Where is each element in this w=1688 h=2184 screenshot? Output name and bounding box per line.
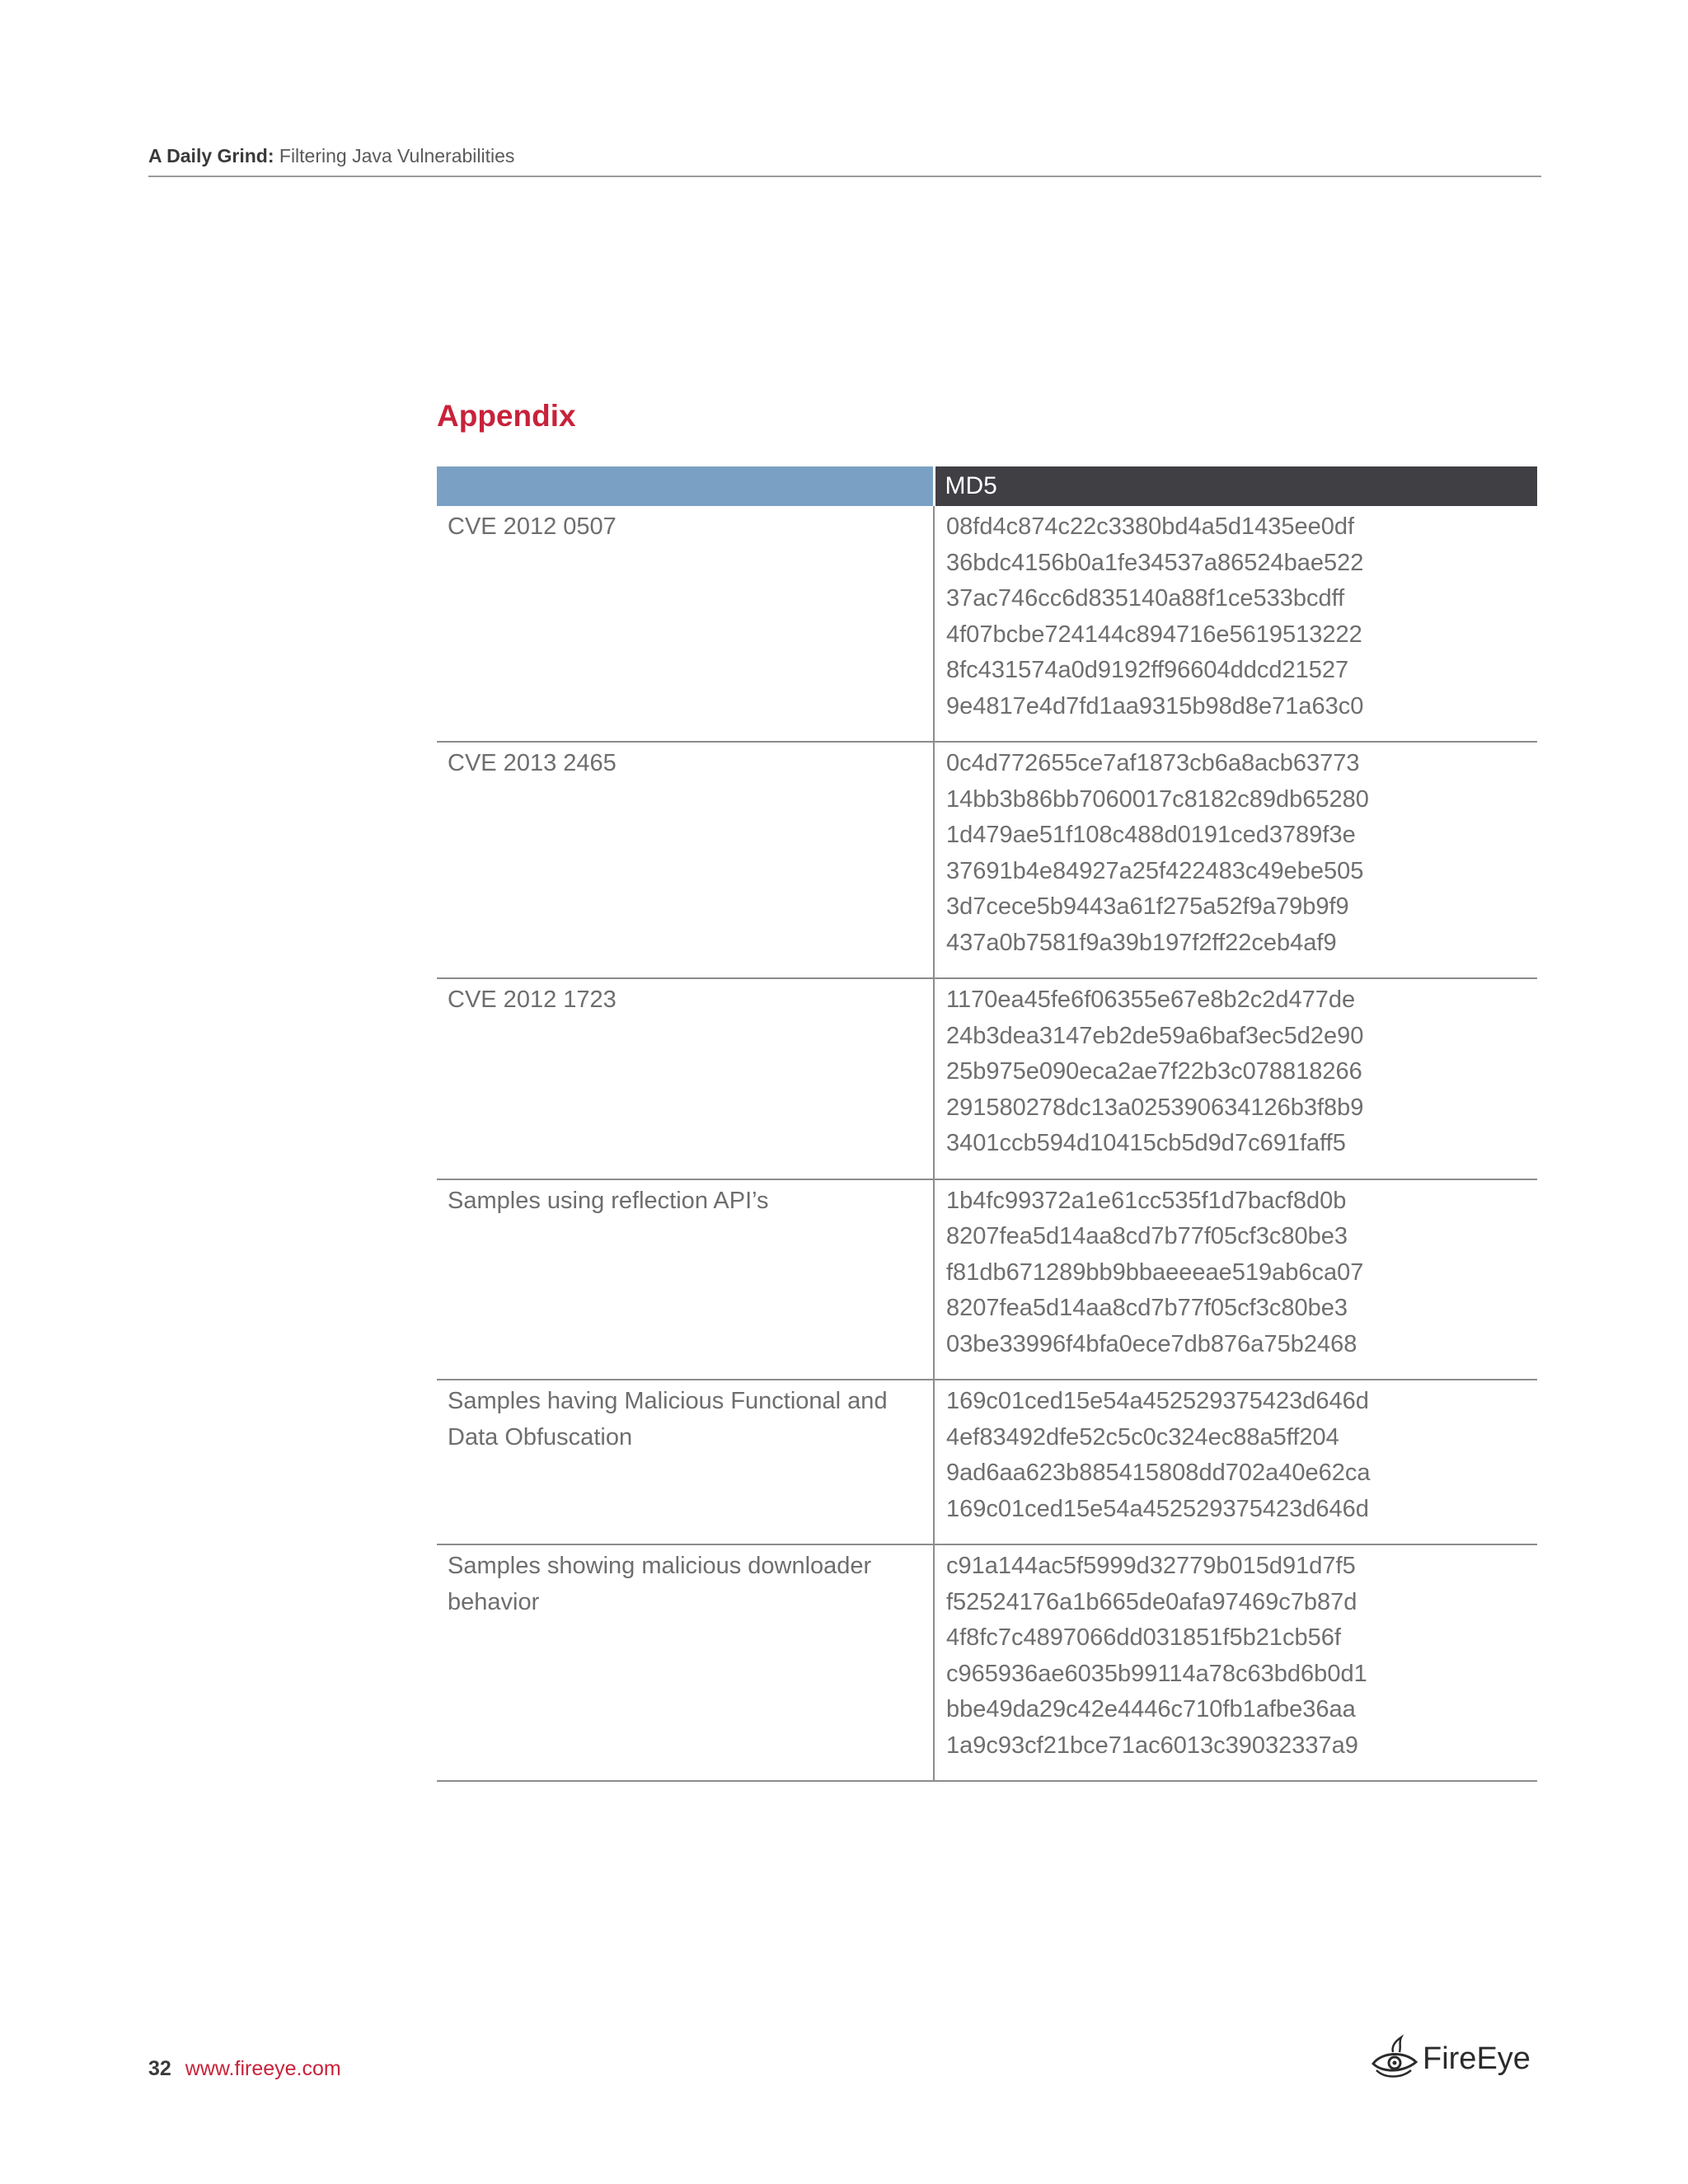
md5-hash: 9e4817e4d7fd1aa9315b98d8e71a63c0 [946, 692, 1364, 719]
row-category-label: CVE 2012 1723 [437, 978, 934, 1179]
table-row [437, 978, 1537, 1179]
fireeye-logo [1368, 2034, 1531, 2083]
md5-hash: 14bb3b86bb7060017c8182c89db65280 [946, 785, 1369, 813]
md5-hash: 169c01ced15e54a452529375423d646d [946, 1495, 1369, 1522]
md5-hash: 1b4fc99372a1e61cc535f1d7bacf8d0b [946, 1187, 1347, 1214]
md5-hash: 37ac746cc6d835140a88f1ce533bcdff [946, 585, 1345, 612]
md5-table [437, 466, 1537, 1782]
table-row [437, 1380, 1537, 1544]
md5-hash: 8207fea5d14aa8cd7b77f05cf3c80be3 [946, 1223, 1348, 1249]
table-header-md5: MD5 [934, 466, 1537, 506]
md5-hash: 169c01ced15e54a452529375423d646d [946, 1388, 1369, 1414]
row-category-label: Samples using reflection API’s [437, 1179, 934, 1380]
page-number: 32 [148, 2057, 171, 2080]
appendix-heading: Appendix [437, 399, 576, 433]
row-md5-list [934, 978, 1537, 1179]
md5-hash: c965936ae6035b99114a78c63bd6b0d1 [946, 1660, 1367, 1687]
row-md5-list [934, 506, 1537, 742]
row-md5-list [934, 1179, 1537, 1380]
md5-hash: 4f8fc7c4897066dd031851f5b21cb56f [946, 1624, 1341, 1651]
table-header-category [437, 466, 934, 506]
row-md5-list [934, 1544, 1537, 1781]
fireeye-eye-logo-icon [1368, 2034, 1419, 2083]
footer-url-link[interactable]: www.fireeye.com [185, 2057, 341, 2080]
row-category-label: Samples having Malicious Functional and Data Obfuscation [437, 1380, 934, 1544]
running-header [148, 145, 1541, 177]
md5-hash: 3401ccb594d10415cb5d9d7c691faff5 [946, 1130, 1346, 1156]
running-header-title: Filtering Java Vulnerabilities [279, 145, 515, 166]
row-category-label: CVE 2012 0507 [437, 506, 934, 742]
row-category-label: Samples showing malicious downloader behavior [437, 1544, 934, 1781]
row-md5-list [934, 742, 1537, 978]
md5-hash: 0c4d772655ce7af1873cb6a8acb63773 [946, 750, 1360, 776]
table-row [437, 506, 1537, 742]
md5-hash: 9ad6aa623b885415808dd702a40e62ca [946, 1460, 1371, 1486]
md5-hash: 08fd4c874c22c3380bd4a5d1435ee0df [946, 513, 1355, 540]
md5-hash: 3d7cece5b9443a61f275a52f9a79b9f9 [946, 893, 1349, 920]
table-row [437, 742, 1537, 978]
md5-hash: c91a144ac5f5999d32779b015d91d7f5 [946, 1553, 1356, 1579]
md5-hash: 1a9c93cf21bce71ac6013c39032337a9 [946, 1732, 1358, 1759]
footer [148, 2057, 341, 2081]
md5-hash: 37691b4e84927a25f422483c49ebe505 [946, 857, 1364, 884]
md5-hash: f81db671289bb9bbaeeeae519ab6ca07 [946, 1258, 1364, 1286]
row-md5-list [934, 1380, 1537, 1544]
table-row [437, 1179, 1537, 1380]
md5-hash: 1d479ae51f108c488d0191ced3789f3e [946, 822, 1356, 848]
md5-hash: 24b3dea3147eb2de59a6baf3ec5d2e90 [946, 1022, 1364, 1049]
table-row [437, 1544, 1537, 1781]
md5-hash: 25b975e090eca2ae7f22b3c078818266 [946, 1058, 1362, 1085]
running-header-bold: A Daily Grind: [148, 145, 274, 166]
md5-hash: bbe49da29c42e4446c710fb1afbe36aa [946, 1696, 1356, 1722]
row-category-label: CVE 2013 2465 [437, 742, 934, 978]
md5-hash: 4f07bcbe724144c894716e5619513222 [946, 621, 1362, 648]
brand-wordmark: FireEye [1423, 2041, 1531, 2076]
md5-hash: 8207fea5d14aa8cd7b77f05cf3c80be3 [946, 1295, 1348, 1321]
md5-hash: 1170ea45fe6f06355e67e8b2c2d477de [946, 987, 1356, 1013]
table-header-row [437, 466, 1537, 506]
md5-hash: 36bdc4156b0a1fe34537a86524bae522 [946, 549, 1364, 576]
md5-hash: 4ef83492dfe52c5c0c324ec88a5ff204 [946, 1423, 1339, 1451]
md5-hash: 03be33996f4bfa0ece7db876a75b2468 [946, 1330, 1357, 1357]
md5-hash: f52524176a1b665de0afa97469c7b87d [946, 1588, 1357, 1615]
md5-hash: 291580278dc13a025390634126b3f8b9 [946, 1094, 1364, 1121]
md5-hash: 8fc431574a0d9192ff96604ddcd21527 [946, 657, 1349, 683]
md5-hash: 437a0b7581f9a39b197f2ff22ceb4af9 [946, 929, 1337, 956]
